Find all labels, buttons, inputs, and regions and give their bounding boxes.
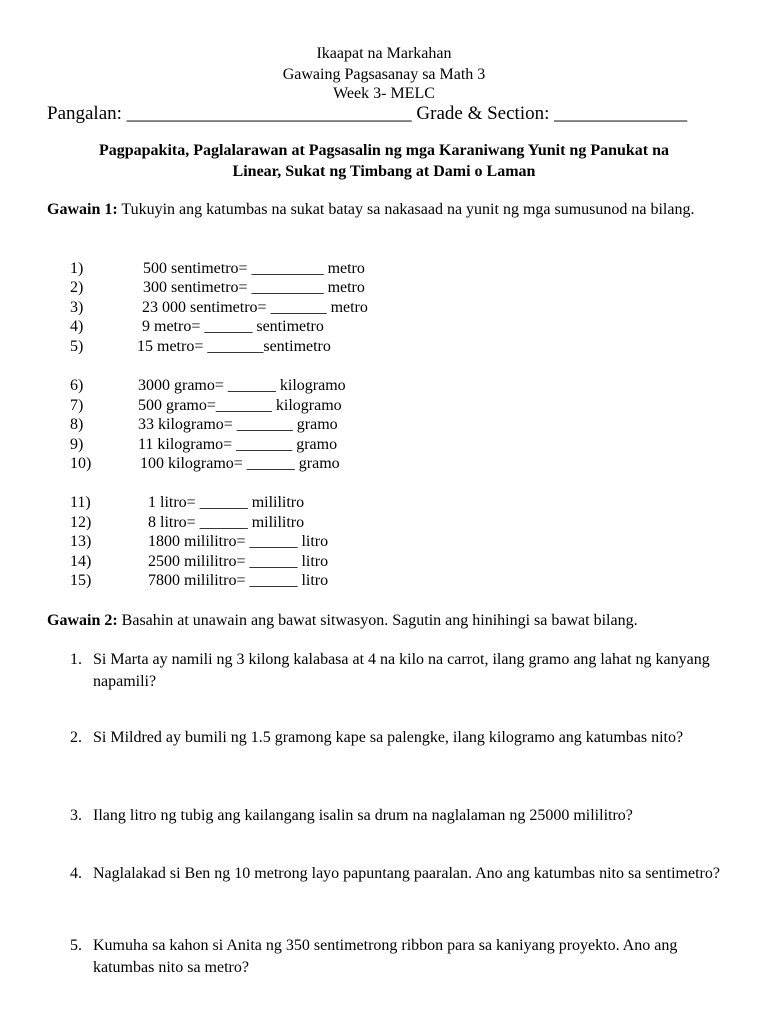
item-number: 14) [70,553,92,570]
question-number: 1. [70,651,82,668]
item-number: 11) [70,494,91,511]
question-number: 2. [70,729,82,746]
item-number: 6) [70,377,84,394]
gawain1-text: Tukuyin ang katumbas na sukat batay sa nakasaad na yunit ng mga sumusunod na bilang. [117,201,695,218]
gawain1-instructions [47,200,727,219]
question-number: 3. [70,807,82,824]
quarter-heading: Ikaapat na Markahan [316,45,452,62]
conversion-item: 300 sentimetro= _________ metro [143,279,365,296]
question-text: Si Marta ay namili ng 3 kilong kalabasa at 4 na kilo na carrot, ilang gramo ang lahat ng kanyang napamili? [93,651,710,690]
question-number: 4. [70,865,82,882]
gawain2-instructions [47,611,727,630]
word-problem [70,649,730,693]
item-number: 2) [70,279,84,296]
conversion-item: 8 litro= ______ mililitro [148,514,305,531]
item-number: 8) [70,416,84,433]
conversion-item: 7800 mililitro= ______ litro [148,572,329,589]
item-number: 13) [70,533,92,550]
worksheet-heading: Gawaing Pagsasanay sa Math 3 [282,66,486,83]
word-problem [70,863,730,885]
item-number: 7) [70,397,84,414]
conversion-item: 3000 gramo= ______ kilogramo [138,377,346,394]
question-text: Ilang litro ng tubig ang kailangang isalin sa drum na naglalaman ng 25000 mililitro? [93,807,633,824]
word-problem [70,805,730,827]
conversion-item: 1 litro= ______ mililitro [148,494,305,511]
conversion-item: 1800 mililitro= ______ litro [148,533,329,550]
conversion-item: 9 metro= ______ sentimetro [142,318,324,335]
item-number: 15) [70,572,92,589]
gawain2-label: Gawain 2: [47,612,118,629]
lesson-title-line1: Pagpapakita, Paglalarawan at Pagsasalin ng mga Karaniwang Yunit ng Panukat na [98,142,670,159]
question-number: 5. [70,937,82,954]
item-number: 10) [70,455,92,472]
conversion-item: 500 gramo=_______ kilogramo [138,397,342,414]
item-number: 5) [70,338,84,355]
item-number: 3) [70,299,84,316]
conversion-item: 11 kilogramo= _______ gramo [138,436,338,453]
word-problem [70,727,730,749]
lesson-title-line2: Linear, Sukat ng Timbang at Dami o Laman [232,163,536,180]
question-text: Kumuha sa kahon si Anita ng 350 sentimetrong ribbon para sa kaniyang proyekto. Ano ang katumbas nito sa metro? [93,937,678,976]
conversion-item: 15 metro= _______sentimetro [137,338,331,355]
conversion-item: 23 000 sentimetro= _______ metro [142,299,368,316]
gawain2-text: Basahin at unawain ang bawat sitwasyon. Sagutin ang hinihingi sa bawat bilang. [117,612,638,629]
conversion-item: 500 sentimetro= _________ metro [143,260,365,277]
conversion-item: 2500 mililitro= ______ litro [148,553,329,570]
item-number: 1) [70,260,84,277]
name-section-line: Pangalan: ______________________________ Grade & Section: ______________ [47,103,688,124]
item-number: 9) [70,436,84,453]
week-heading: Week 3- MELC [333,85,435,102]
item-number: 4) [70,318,84,335]
word-problem [70,935,730,979]
gawain1-label: Gawain 1: [47,201,118,218]
item-number: 12) [70,514,92,531]
conversion-item: 100 kilogramo= ______ gramo [140,455,340,472]
conversion-item: 33 kilogramo= _______ gramo [138,416,338,433]
question-text: Naglalakad si Ben ng 10 metrong layo papuntang paaralan. Ano ang katumbas nito sa sentimetro? [93,865,720,882]
question-text: Si Mildred ay bumili ng 1.5 gramong kape sa palengke, ilang kilogramo ang katumbas nito? [93,729,684,746]
